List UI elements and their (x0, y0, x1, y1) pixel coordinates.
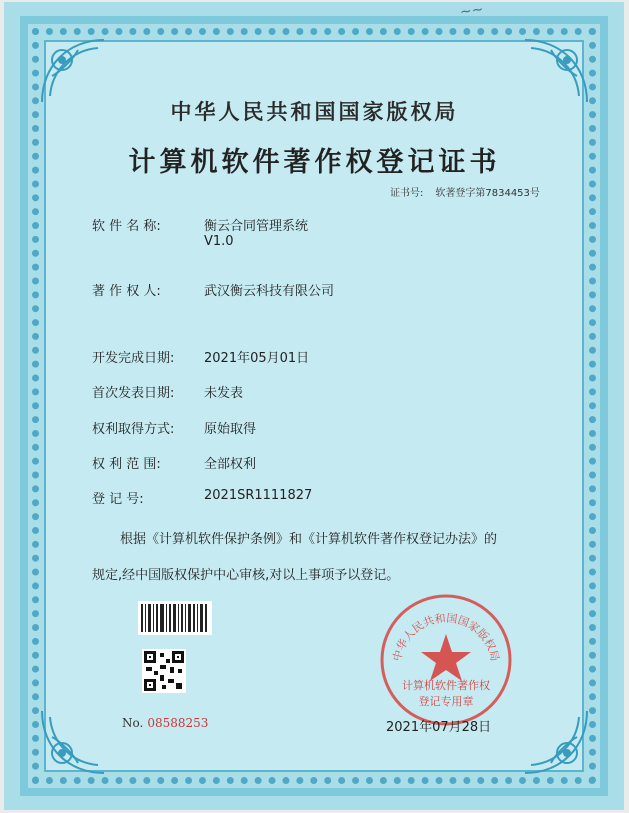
field-label: 登 记 号: (92, 492, 144, 507)
statement-line-2: 规定,经中国版权保护中心审核,对以上事项予以登记。 (92, 568, 400, 583)
field-value-version: V1.0 (204, 234, 234, 249)
issuing-authority: 中华人民共和国国家版权局 (170, 100, 459, 124)
cert-no-value: 软著登字第7834453号 (435, 188, 540, 199)
field-value: 衡云合同管理系统 (204, 219, 309, 234)
field-value: 未发表 (204, 386, 244, 401)
field-value: 全部权利 (204, 457, 257, 472)
qr-code-icon (142, 649, 186, 693)
field-label: 首次发表日期: (92, 386, 175, 401)
field-label: 开发完成日期: (92, 351, 175, 366)
field-value: 原始取得 (204, 422, 257, 437)
cert-no-label: 证书号: (390, 188, 424, 199)
handwritten-mark: ~~ (459, 1, 485, 21)
certificate-number (390, 184, 540, 199)
certificate-title: 计算机软件著作权登记证书 (128, 147, 501, 178)
field-acquisition-method (92, 418, 256, 437)
serial-number (122, 716, 208, 730)
field-software-name (92, 215, 308, 249)
field-copyright-owner (92, 280, 334, 299)
corner-ornament-icon (38, 707, 108, 777)
corner-ornament-icon (521, 707, 591, 777)
field-value: 武汉衡云科技有限公司 (204, 284, 335, 299)
statement-line-1: 根据《计算机软件保护条例》和《计算机软件著作权登记办法》的 (120, 532, 498, 547)
seal-caption (396, 678, 496, 710)
issue-date: 2021年07月28日 (386, 720, 492, 735)
seal-caption-line-2: 登记专用章 (418, 695, 474, 708)
field-development-date (92, 347, 309, 366)
field-value: 2021SR1111827 (204, 488, 313, 503)
field-registration-number (92, 488, 312, 507)
field-label: 权 利 范 围: (92, 457, 161, 472)
serial-label: No. (122, 716, 144, 730)
svg-text:中华人民共和国国家版权局: 中华人民共和国国家版权局 (390, 611, 502, 663)
seal-caption-line-1: 计算机软件著作权 (402, 679, 490, 692)
field-first-publication (92, 382, 243, 401)
field-value: 2021年05月01日 (204, 351, 310, 366)
barcode-icon (138, 601, 212, 635)
serial-value: 08588253 (147, 716, 209, 730)
field-label: 著 作 权 人: (92, 284, 161, 299)
field-label: 权利取得方式: (92, 422, 175, 437)
field-rights-scope (92, 453, 256, 472)
field-label: 软 件 名 称: (92, 219, 161, 234)
